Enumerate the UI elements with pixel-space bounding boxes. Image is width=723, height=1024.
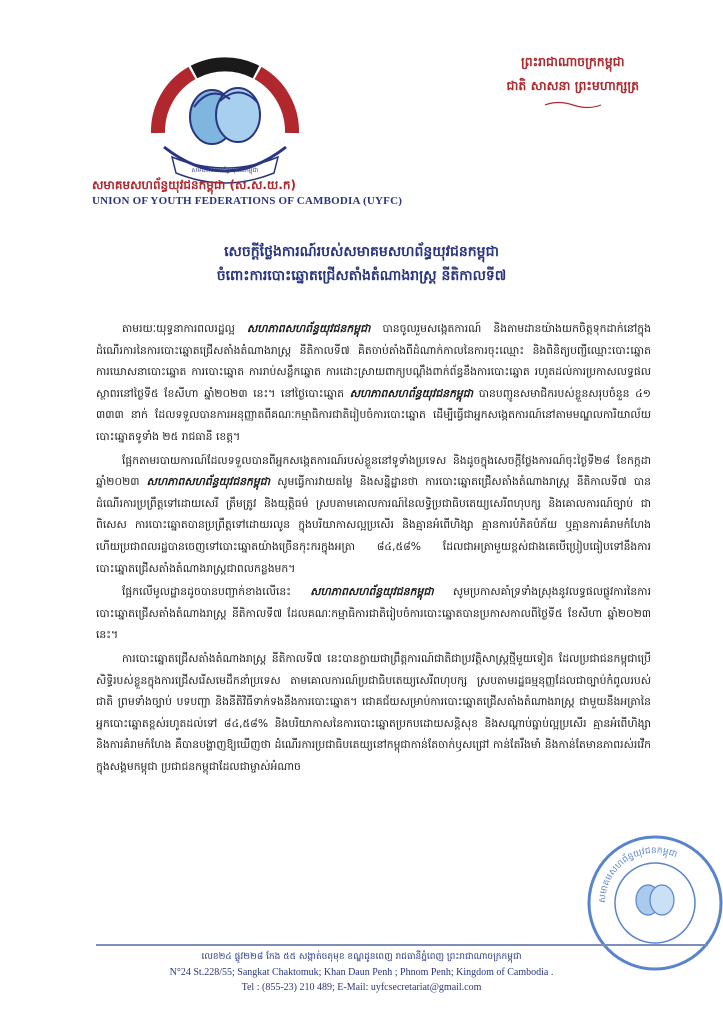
title-line-2: ចំពោះការបោះឆ្នោតជ្រើសតាំងតំណាងរាស្ត្រ នីតិកាលទី៧ (216, 268, 507, 284)
paragraph-2 (96, 450, 651, 580)
p2-text-b: សូមធ្វើការវាយតម្លៃ និងសន្និដ្ឋានថា ការបោះឆ្នោតជ្រើសតាំងតំណាងរាស្ត្រ នីតិកាលទី៧ បានដំណើរការប្រព្រឹត្តទៅដោយសេរី ត្រឹមត្រូវ និងយុត្តិធម៌ ស្របតាមគោលការណ៍នៃលទ្ធិប្រជាធិបតេយ្យសេរីពហុបក្ស និងគោលការណ៍ច្បាប់ ជាពិសេស ការបោះឆ្នោតបានប្រព្រឹត្តទៅដោយរលូន ក្នុងបរិយាកាសល្អប្រសើរ និងគ្មានអំពើហិង្សា គ្មានការបំភិតបំភ័យ ឬគ្មានការគំរាមកំហែង ហើយប្រជាពលរដ្ឋបានចេញទៅបោះឆ្នោតយ៉ាងច្រើនកុះករក្នុងអត្រា ៨៤,៥៨% ដែលជាអត្រាមួយខ្ពស់ជាងគេបើប្រៀបធៀបទៅនឹងការបោះឆ្នោតជ្រើសតាំងតំណាងរាស្ត្រជាពលកន្លងមក។ (96, 475, 651, 575)
p1-text-c: បានបញ្ជូនសមាជិករបស់ខ្លួនសរុបចំនួន ៤១ ៣៣៣ នាក់ ដែលទទួលបានការអនុញ្ញាតពីគណៈកម្មាធិការជាតិរៀបចំការបោះឆ្នោត ដើម្បីធ្វើជាអ្នកសង្កេតការណ៍នៅតាមមណ្ឌលការិយាល័យបោះឆ្នោតទូទាំង ២៥ រាជធានី ខេត្ត។ (96, 386, 651, 443)
logo-banner-text: សមាគមសហព័ន្ធយុវជនកម្ពុជា (191, 167, 259, 174)
p3-org-name: សហភាពសហព័ន្ធយុវជនកម្ពុជា (310, 585, 434, 599)
p1-text-a: តាមរយៈយុទ្ធនាការពលរដ្ឋល្អ (122, 322, 248, 335)
p2-text-a: ផ្អែកតាមរបាយការណ៍ដែលទទួលបានពីអ្នកសង្កេតការណ៍របស់ខ្លួននៅទូទាំងប្រទេស និងដូចក្នុងសេចក្តីថ្លែងការណ៍ចុះថ្ងៃទី២៨ ខែកក្កដា ឆ្នាំ២០២៣ (96, 453, 651, 489)
statement-body (96, 318, 651, 779)
p3-text-b: សូមប្រកាសគាំទ្រទាំងស្រុងនូវលទ្ធផលផ្លូវការនៃការបោះឆ្នោតជ្រើសតាំងតំណាងរាស្ត្រ នីតិកាលទី៧ ដែលគណៈកម្មាធិការជាតិរៀបចំការបោះឆ្នោតបានប្រកាសកាលពីថ្ងៃទី៥ ខែសីហា ឆ្នាំ២០២៣ នេះ។ (96, 585, 651, 642)
kingdom-line: ព្រះរាជាណាចក្រកម្ពុជា (520, 54, 625, 69)
kingdom-header (507, 50, 639, 110)
p1-org-name: សហភាពសហព័ន្ធយុវជនកម្ពុជា (247, 322, 371, 335)
title-line-1: សេចក្តីថ្លែងការណ៍របស់សមាគមសហព័ន្ធយុវជនកម្ពុជា (224, 244, 499, 260)
footer-address-khmer: លេខ២៤ ផ្លូវ២២៨ កែង ៥៥ សង្កាត់ចតុមុខ ខណ្ឌដូនពេញ រាជធានីភ្នំពេញ ព្រះរាជាណាចក្រកម្ពុជា (201, 952, 522, 962)
p1-org-name-2: សហភាពសហព័ន្ធយុវជនកម្ពុជា (349, 386, 474, 400)
p3-text-a: ផ្អែកលើមូលដ្ឋានដូចបានបញ្ជាក់ខាងលើនេះ (122, 585, 311, 599)
footer (80, 950, 643, 995)
paragraph-4: ការបោះឆ្នោតជ្រើសតាំងតំណាងរាស្ត្រ នីតិកាលទី៧ នេះបានក្លាយជាព្រឹត្តការណ៍ជាតិជាប្រវត្តិសាស្ត្រថ្មីមួយទៀត ដែលប្រជាជនកម្ពុជាប្រើសិទ្ធិរបស់ខ្លួនក្នុងការជ្រើសរើសមេដឹកនាំប្រទេស តាមគោលការណ៍ប្រជាធិបតេយ្យសេរីពហុបក្ស ស្របតាមរដ្ឋធម្មនុញ្ញដែលជាច្បាប់កំពូលរបស់ជាតិ ព្រមទាំងច្បាប់ បទបញ្ជា និងនីតិវិធីទាក់ទងនឹងការបោះឆ្នោត។ ជោគជ័យសម្រាប់ការបោះឆ្នោតជ្រើសតាំងតំណាងរាស្ត្រ ជាមួយនឹងអត្រានៃអ្នកបោះឆ្នោតខ្ពស់រហូតដល់ទៅ ៨៤,៥៨% និងបរិយាកាសនៃការបោះឆ្នោតប្រកបដោយសន្តិសុខ និងសណ្តាប់ធ្នាប់ល្អប្រសើរ គ្មានអំពើហិង្សា និងការគំរាមកំហែង គឺបានបង្ហាញឱ្យឃើញថា ដំណើរការប្រជាធិបតេយ្យនៅកម្ពុជាកាន់តែចាក់ឫសជ្រៅ កាន់តែរឹងមាំ និងកាន់តែមានភាពរស់រវើកក្នុងសង្គមកម្ពុជា ប្រជាជនកម្ពុជាដែលជាម្ចាស់អំណាច (96, 651, 651, 773)
p1-text-b: បានចូលរួមសង្កេតការណ៍ និងតាមដានយ៉ាងយកចិត្តទុកដាក់នៅក្នុងដំណើរការនៃការបោះឆ្នោតជ្រើសតាំងតំណាងរាស្ត្រ នីតិកាលទី៧ គិតចាប់តាំងពីដំណាក់កាលនៃការចុះឈ្មោះ និងពិនិត្យបញ្ជីឈ្មោះបោះឆ្នោត ការឃោសនាបោះឆ្នោត ការបោះឆ្នោត ការរាប់សន្លឹកឆ្នោត ការដោះស្រាយពាក្យបណ្តឹងពាក់ព័ន្ធនឹងការបោះឆ្នោត រហូតដល់ការប្រកាសលទ្ធផលស្ថាពរនៅថ្ងៃទី៥ ខែសីហា ឆ្នាំ២០២៣ នេះ។ នៅថ្ងៃបោះឆ្នោត (96, 322, 651, 400)
paragraph-3 (96, 581, 651, 646)
statement-title (0, 240, 723, 288)
paragraph-1 (96, 318, 651, 448)
p2-org-name: សហភាពសហព័ន្ធយុវជនកម្ពុជា (146, 475, 271, 489)
org-name-khmer: សមាគមសហព័ន្ធយុវជនកម្ពុជា (ស.ស.យ.ក) (92, 178, 297, 192)
stamp-ring-text: សមាគមសហព័ន្ធយុវជនកម្ពុជា (597, 845, 679, 904)
org-name-english: UNION OF YOUTH FEDERATIONS OF CAMBODIA (UYFC) (92, 195, 403, 207)
footer-address-english: N°24 St.228/55; Sangkat Chaktomuk; Khan Daun Penh ; Phnom Penh; Kingdom of Cambodia . (169, 967, 554, 978)
ornament-divider-icon (543, 100, 603, 110)
motto-line: ជាតិ សាសនា ព្រះមហាក្សត្រ (506, 78, 639, 93)
footer-contact: Tel : (855-23) 210 489; E-Mail: uyfcsecretariat@gmail.com (241, 982, 482, 993)
footer-divider (96, 944, 708, 946)
